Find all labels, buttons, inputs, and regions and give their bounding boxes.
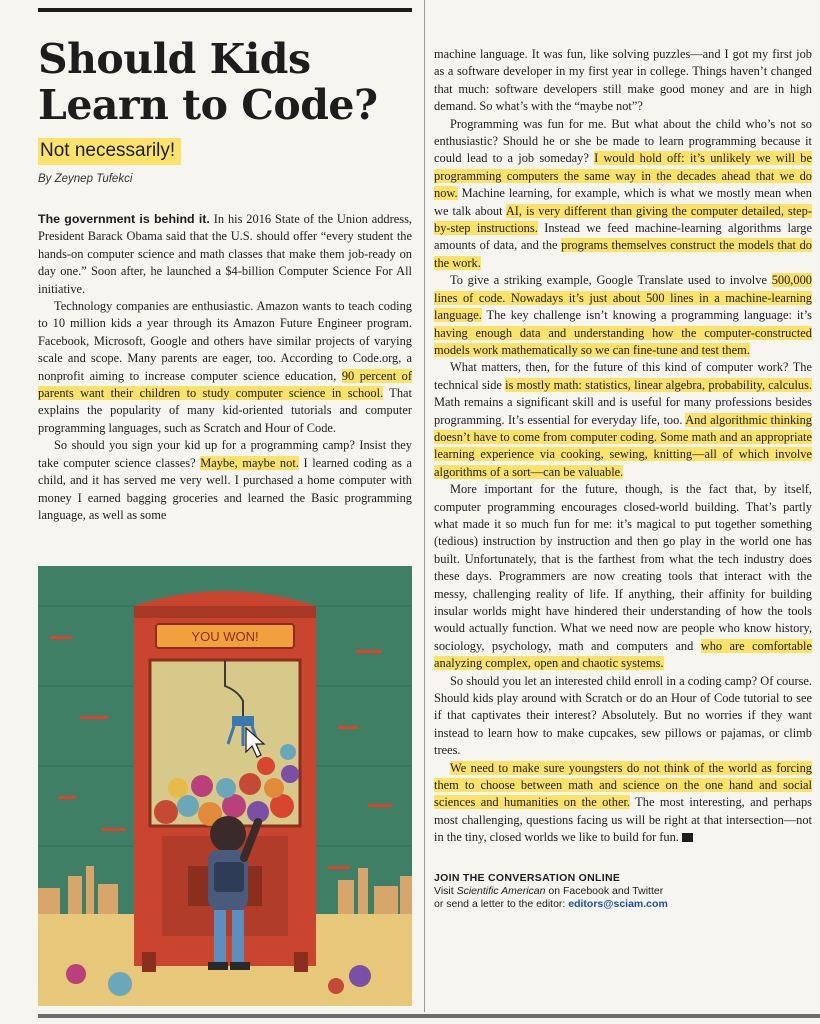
bottom-rule	[38, 1014, 820, 1018]
footer-line-1-post: on Facebook and Twitter	[545, 884, 664, 897]
highlighted-text: I would hold off: it’s unlikely we will be programming computers the same way in the decades ahead that we do now.	[434, 151, 812, 201]
highlighted-text: AI, is very different than giving the computer detailed, step-by-step instructions.	[434, 203, 812, 236]
body-paragraph	[434, 673, 812, 760]
body-paragraph	[434, 272, 812, 359]
top-rule	[38, 8, 412, 12]
footer-magazine-name: Scientific American	[456, 884, 546, 897]
paragraph-text: More important for the future, though, is the fact that, by itself, computer programming encourages closed-world building. That’s partly what made it so much fun for me: it’s magical to put together something (tedious) instruction by instruction and then go play in the world one has built. Unfortunately, that is the farthest from what the tech industry does these days. Programmers are now creating tools that interact with the messy, challenging reality of life. If anything, their affinity for building insular worlds might have hindered their understanding of how the tools would actually function. What we need now are people who know history, sociology, psychology, math and computers and	[434, 482, 812, 653]
footer-heading: JOIN THE CONVERSATION ONLINE	[434, 871, 621, 884]
highlighted-text: programs themselves construct the models that do the work.	[434, 238, 812, 270]
paragraph-text: Technology companies are enthusiastic. Amazon wants to teach coding to 10 million kids a year through its Amazon Future Engineer program. Facebook, Microsoft, Google and others have similar projects of varying scale and scope. Many parents are eager, too. According to Code.org, a nonprofit aiming to increase computer science education,	[38, 299, 412, 383]
highlighted-text: And algorithmic thinking doesn’t have to come from computer coding. Some math and an appropriate learning experience via cooking, sewing, knitting—all of which involve algorithms of a sort—can be valuable.	[434, 412, 812, 479]
right-body-text	[434, 46, 812, 847]
paragraph-text: To give a striking example, Google Translate used to involve	[450, 273, 772, 288]
paragraph-text: Programming was fun for me. But what about the child who’s not so enthusiastic? Should he or she be made to learn programming because it could lead to a job someday?	[434, 116, 812, 166]
body-paragraph	[38, 437, 412, 524]
paragraph-text: Instead we feed machine-learning algorithms large amounts of data, and the	[434, 221, 812, 253]
footer-line-1-pre: Visit	[434, 884, 457, 897]
left-column	[38, 22, 412, 524]
column-divider	[424, 0, 425, 1012]
end-of-article-icon	[682, 833, 693, 842]
article-byline: By Zeynep Tufekci	[38, 173, 133, 185]
paragraph-text: The key challenge isn’t knowing a programming language: it’s	[481, 308, 812, 323]
paragraph-text: machine language. It was fun, like solving puzzles—and I got my first job as a software developer in my first year in college. Things haven’t changed that much: software developers still make good money and are in high demand. So what’s with the “maybe not”?	[434, 47, 812, 114]
highlighted-text: having enough data and understanding how the computer-constructed models work mathematically so we can fine-tune and test them.	[434, 325, 812, 357]
right-column	[434, 46, 812, 911]
claw-machine-illustration	[38, 566, 412, 1006]
body-paragraph	[434, 481, 812, 672]
left-body-text	[38, 211, 412, 524]
lead-in-text: The government is behind it.	[38, 212, 210, 226]
paragraph-text: In his 2016 State of the Union address, President Barack Obama said that the U.S. should offer “every student the hands-on computer science and math classes that make them job-ready on day one.” Soon after, he launched a $4-billion Computer Science For All initiative.	[38, 212, 412, 296]
highlighted-text: 90 percent of parents want their children to study computer science in school.	[38, 368, 412, 401]
highlighted-text: We need to make sure youngsters do not think of the world as forcing them to choose between math and science on the one hand and social sciences and humanities on the other.	[434, 760, 812, 810]
sign-text: YOU WON!	[191, 629, 259, 644]
highlighted-text: who are comfortable analyzing complex, open and chaotic systems.	[434, 638, 812, 671]
highlighted-text: 500,000 lines of code. Nowadays it’s just about 500 lines in a machine-learning language.	[434, 273, 812, 323]
footer-line-2-pre: or send a letter to the editor:	[434, 897, 569, 910]
editor-email-link[interactable]: editors@sciam.com	[568, 897, 668, 910]
footer-line-2	[434, 898, 812, 911]
paragraph-text: Machine learning, for example, which is what we mostly mean when we talk about	[434, 186, 812, 218]
body-paragraph	[38, 211, 412, 298]
article-subtitle: Not necessarily!	[38, 138, 181, 165]
highlighted-text: is mostly math: statistics, linear algebra, probability, calculus.	[505, 377, 813, 392]
body-paragraph	[38, 298, 412, 437]
paragraph-text: Math remains a significant skill and is useful for many professions besides programming. It’s essential for everyday life, too.	[434, 395, 812, 427]
article-title: Should Kids Learn to Code?	[38, 35, 378, 129]
body-paragraph	[434, 116, 812, 273]
body-paragraph	[434, 760, 812, 847]
paragraph-text: The most interesting, and perhaps most challenging, questions facing us will be right at that intersection—not in the tiny, closed worlds we like to build for fun.	[434, 795, 813, 845]
highlighted-text: Maybe, maybe not.	[200, 455, 299, 470]
body-paragraph	[434, 46, 812, 116]
paragraph-text: So should you let an interested child enroll in a coding camp? Of course. Should kids play around with Scratch or do an Hour of Code tutorial to see if that captivates their interest? Absolutely. But no worries if they want instead to learn how to make cupcakes, sew pillows or pajamas, or climb trees.	[434, 673, 812, 758]
paragraph-text: What matters, then, for the future of this kind of computer work? The technical side	[434, 360, 812, 392]
paragraph-text: So should you sign your kid up for a programming camp? Insist they take computer science classes?	[38, 438, 412, 470]
paragraph-text: I learned coding as a child, and it has served me very well. I purchased a home computer with money I earned bagging groceries and learned the Basic programming language, as well as some	[38, 455, 412, 522]
body-paragraph	[434, 359, 812, 481]
paragraph-text: That explains the popularity of many kid-oriented tutorials and computer programming languages, such as Scratch and Hour of Code.	[38, 386, 412, 435]
footer-line-1	[434, 885, 812, 898]
